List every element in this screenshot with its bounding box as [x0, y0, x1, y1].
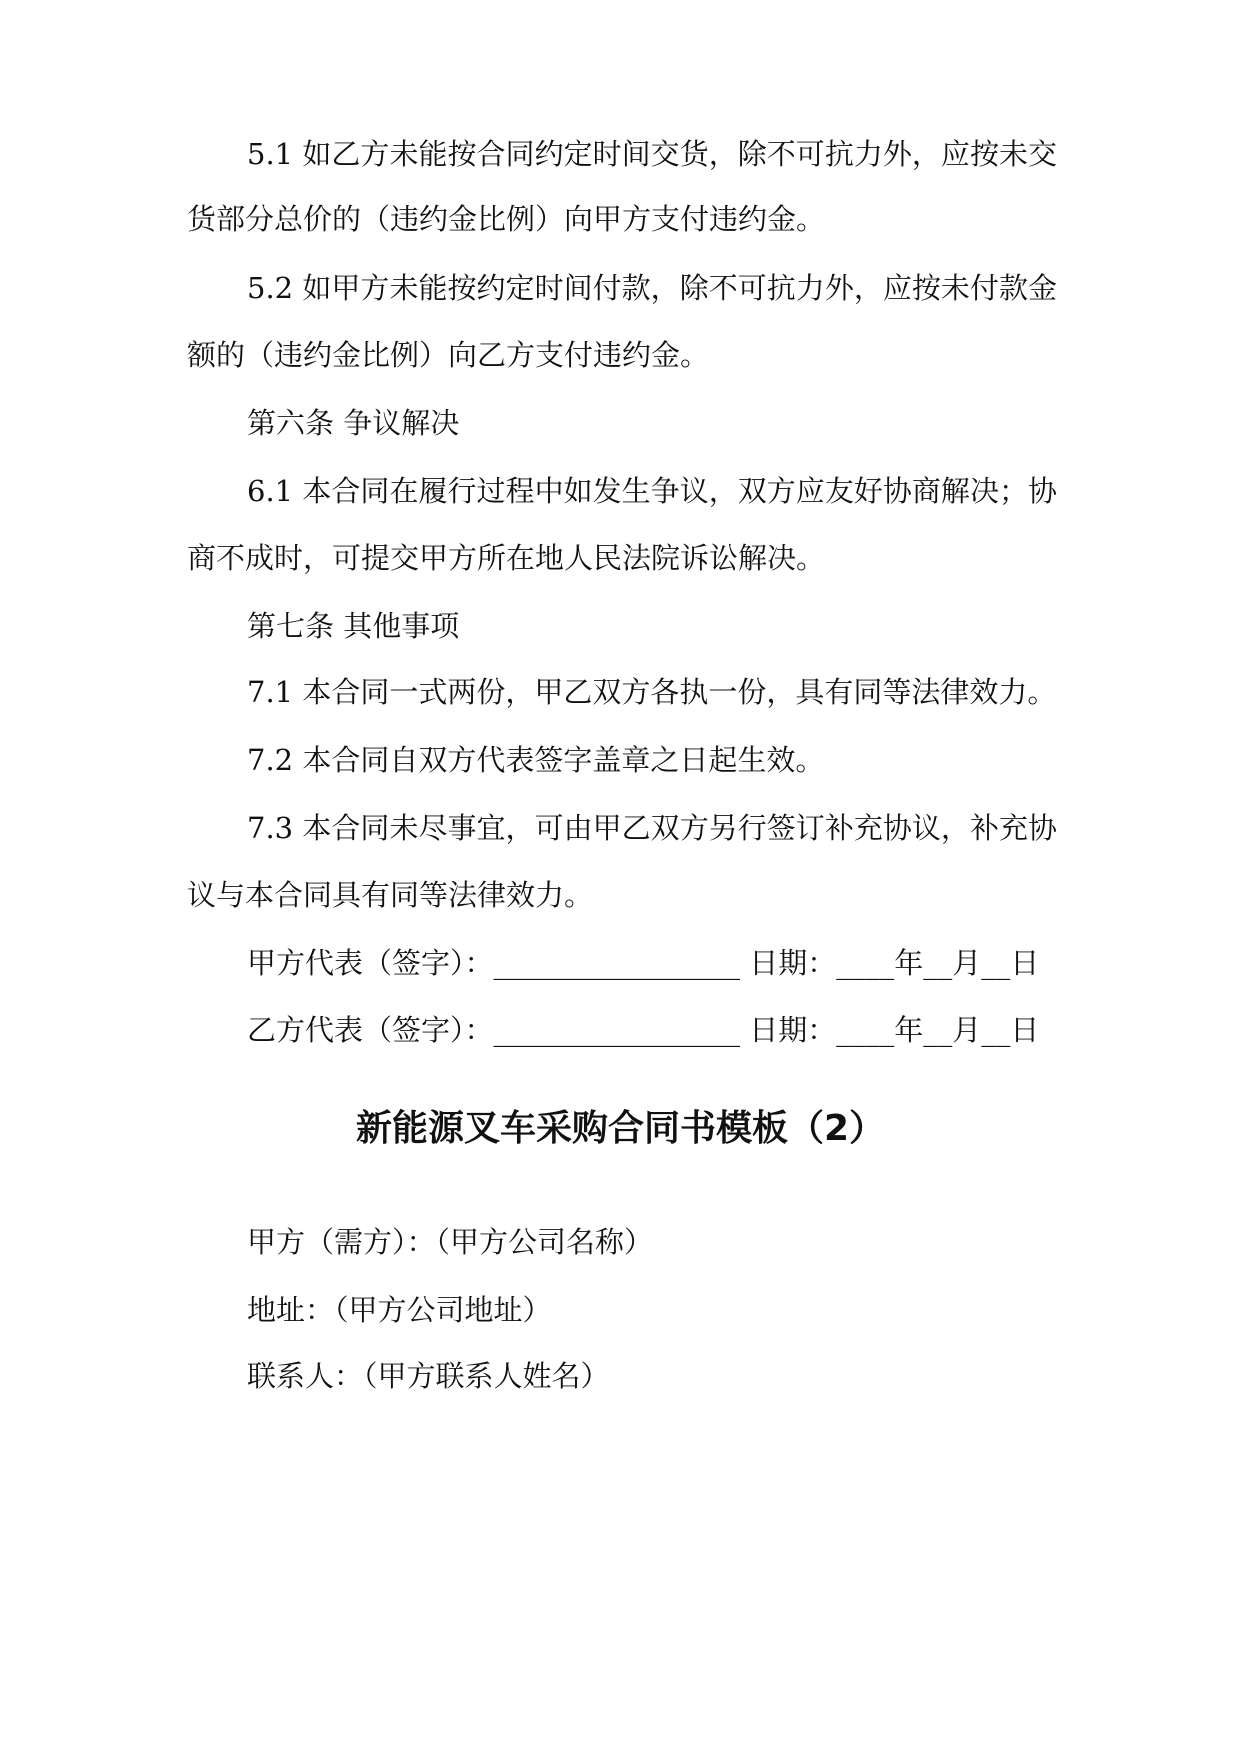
- clause-5-1-line-2: 货部分总价的（违约金比例）向甲方支付违约金。: [187, 202, 826, 236]
- clause-6-1-line-2: 商不成时，可提交甲方所在地人民法院诉讼解决。: [187, 541, 826, 575]
- clause-7-3-line-1: 7.3 本合同未尽事宜，可由甲乙双方另行签订补充协议，补充协: [247, 811, 1057, 845]
- party-a-signature-line: 甲方代表（签字）：_________________ 日期：____年__月__日: [247, 946, 1040, 980]
- party-b-signature-line: 乙方代表（签字）：_________________ 日期：____年__月__日: [247, 1013, 1040, 1047]
- article-6-heading: 第六条 争议解决: [247, 406, 460, 440]
- clause-7-2: 7.2 本合同自双方代表签字盖章之日起生效。: [247, 743, 825, 777]
- clause-5-1-line-1: 5.1 如乙方未能按合同约定时间交货，除不可抗力外，应按未交: [247, 137, 1057, 171]
- party-a-address-line: 地址：（甲方公司地址）: [247, 1293, 552, 1327]
- article-7-heading: 第七条 其他事项: [247, 609, 460, 643]
- clause-5-2-line-2: 额的（违约金比例）向乙方支付违约金。: [187, 338, 710, 372]
- second-contract-title: 新能源叉车采购合同书模板（2）: [355, 1108, 886, 1149]
- clause-7-3-line-2: 议与本合同具有同等法律效力。: [187, 878, 594, 912]
- clause-5-2-line-1: 5.2 如甲方未能按约定时间付款，除不可抗力外，应按未付款金: [247, 271, 1057, 305]
- party-a-contact-line: 联系人：（甲方联系人姓名）: [247, 1359, 610, 1393]
- party-a-name-line: 甲方（需方）：（甲方公司名称）: [247, 1225, 654, 1259]
- clause-6-1-line-1: 6.1 本合同在履行过程中如发生争议，双方应友好协商解决；协: [247, 474, 1057, 508]
- clause-7-1: 7.1 本合同一式两份，甲乙双方各执一份，具有同等法律效力。: [247, 675, 1057, 709]
